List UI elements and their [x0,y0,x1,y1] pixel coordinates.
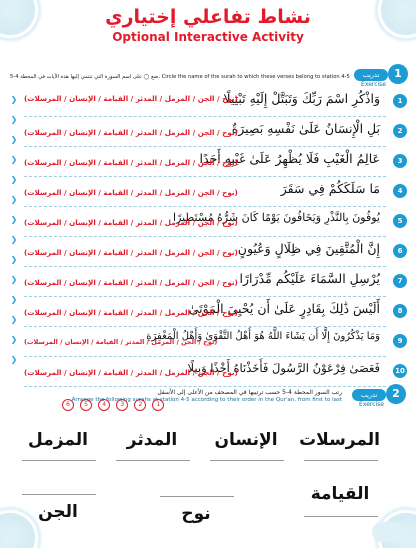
chevron-icon: ❯ [10,315,18,324]
exercise-label-en: Exercise [361,81,386,88]
verse-text: وَاذْكُرِ اسْمَ رَبِّكَ وَتَبَتَّلْ إِلَيْهِ تَبْتِيلًا [223,91,380,106]
verse-number: 1 [393,94,407,108]
surah-card[interactable]: المدثر [126,430,178,450]
verse-row [24,178,403,207]
chevron-icon: ❯ [10,155,18,164]
surah-card[interactable]: الإنسان [214,430,278,450]
surah-options[interactable]: (نوح / الجن / المزمل / المدثر / القيامة / الإنسان / المرسلات) [24,128,238,137]
verse-number: 9 [393,334,407,348]
verse-number: 3 [393,154,407,168]
verse-row [24,298,403,327]
verse-text: يُوفُونَ بِالنَّذْرِ وَيَخَافُونَ يَوْمًا كَانَ شَرُّهُ مُسْتَطِيرًا [173,211,380,224]
verse-text: إِنَّ الْمُتَّقِينَ فِي ظِلَالٍ وَعُيُونٍ [237,241,380,256]
exercise-2-instruction-ar: رتب السور المحطة 4-5 حسب ترتيبها في المصحف من الأعلى إلى الأسفل [157,389,342,396]
surah-options[interactable]: (نوح / الجن / المزمل / المدثر / القيامة / الإنسان / المرسلات) [24,188,238,197]
page-corner-tab [372,522,402,542]
verse-text: فَعَصَىٰ فِرْعَوْنُ الرَّسُولَ فَأَخَذْنَاهُ أَخْذًا وَبِيلًا [187,361,380,375]
chevron-icon: ❯ [10,215,18,224]
verse-row [24,208,403,237]
order-number: 5 [80,399,92,411]
chevron-icon: ❯ [10,255,18,264]
answer-line[interactable] [210,460,284,461]
exercise-label: تدريب [352,389,386,401]
answer-line[interactable] [116,460,190,461]
verse-text: وَمَا يَذْكُرُونَ إِلَّا أَن يَشَاءَ اللَّهُ هُوَ أَهْلُ التَّقْوَىٰ وَأَهْلُ الْمَغْفِرَةِ [146,331,380,342]
sidebar-chevrons [10,90,18,380]
verse-number: 6 [393,244,407,258]
exercise-2-instruction-en: Arrange the following surahs at station 4-5 according to their order in the Qur'an, from first to last [71,397,342,403]
order-number: 3 [116,399,128,411]
exercise-label: تدريب [354,69,388,81]
surah-options[interactable]: (نوح / الجن / المزمل / المدثر / القيامة / الإنسان / المرسلات) [24,94,238,103]
surah-card[interactable]: الجن [38,502,78,522]
verse-number: 10 [393,364,407,378]
chevron-icon: ❯ [10,235,18,244]
chevron-icon: ❯ [10,175,18,184]
chevron-icon: ❯ [10,135,18,144]
answer-line[interactable] [22,494,96,495]
order-number: 6 [62,399,74,411]
verse-row [24,268,403,297]
verse-text: أَلَيْسَ ذَٰلِكَ بِقَادِرٍ عَلَىٰ أَن يُحْيِيَ الْمَوْتَىٰ [188,301,380,316]
verse-text: عَالِمُ الْغَيْبِ فَلَا يُظْهِرُ عَلَىٰ غَيْبِهِ أَحَدًا [199,151,380,166]
verse-number: 5 [393,214,407,228]
exercise-number: 2 [386,384,406,404]
verse-number: 7 [393,274,407,288]
surah-card[interactable]: نوح [181,504,211,524]
verse-row-options [24,88,386,116]
exercise-1-instruction: Circle the name of the surah to which these verses belong to station 4-5 ،ضع ◯ على اسم السورة التي تنتمي إليها هذه الآيات في المحطة 4-5 [10,74,350,80]
verse-text: بَلِ الْإِنسَانُ عَلَىٰ نَفْسِهِ بَصِيرَةٌ [231,121,380,136]
order-number-list [62,391,165,408]
surah-options[interactable]: (نوح / الجن / المزمل / المدثر / القيامة / الإنسان / المرسلات) [24,218,238,227]
chevron-icon: ❯ [10,295,18,304]
verse-row [24,238,403,267]
answer-line[interactable] [160,496,234,497]
chevron-icon: ❯ [10,335,18,344]
chevron-icon: ❯ [10,95,18,104]
surah-card[interactable]: المزمل [28,430,88,450]
verse-row [24,358,405,387]
page-title-arabic: نشاط تفاعلي إختياري [105,6,311,28]
exercise-label-en: Exercise [359,401,384,408]
answer-line[interactable] [304,516,378,517]
surah-options[interactable]: (نوح / الجن / المزمل / المدثر / القيامة / الإنسان / المرسلات) [24,308,238,317]
surah-card[interactable]: القيامة [310,484,370,504]
exercise-number: 1 [388,64,408,84]
surah-options[interactable]: (نوح / الجن / المزمل / المدثر / القيامة / الإنسان / المرسلات) [24,248,238,257]
surah-options[interactable]: (نوح / الجن / المزمل / المدثر / القيامة / الإنسان / المرسلات) [24,278,238,287]
surah-options[interactable]: (نوح / الجن / المزمل / المدثر / القيامة / الإنسان / المرسلات) [24,158,238,167]
surah-options[interactable]: (نوح / الجن / المزمل / المدثر / القيامة / الإنسان / المرسلات) [24,368,238,377]
answer-line[interactable] [304,460,378,461]
answer-line[interactable] [22,460,96,461]
page-title-english: Optional Interactive Activity [112,30,304,44]
chevron-icon: ❯ [10,275,18,284]
surah-options[interactable]: (نوح / الجن / المزمل / المدثر / القيامة / الإنسان / المرسلات) [24,338,218,346]
exercise-2-badge [346,386,406,410]
verse-text: يُرْسِلِ السَّمَاءَ عَلَيْكُم مِّدْرَارًا [239,271,380,286]
verse-number: 2 [393,124,407,138]
verse-row [24,328,403,357]
verse-row [24,148,403,177]
order-number: 2 [134,399,146,411]
surah-card[interactable]: المرسلات [299,430,380,450]
order-number: 4 [98,399,110,411]
verse-number: 8 [393,304,407,318]
verse-number: 4 [393,184,407,198]
exercise-1-badge [350,66,408,88]
verse-row [24,118,403,147]
verse-text: مَا سَلَكَكُمْ فِي سَقَرَ [280,181,380,196]
chevron-icon: ❯ [10,195,18,204]
chevron-icon: ❯ [10,355,18,364]
order-number: 1 [152,399,164,411]
chevron-icon: ❯ [10,115,18,124]
